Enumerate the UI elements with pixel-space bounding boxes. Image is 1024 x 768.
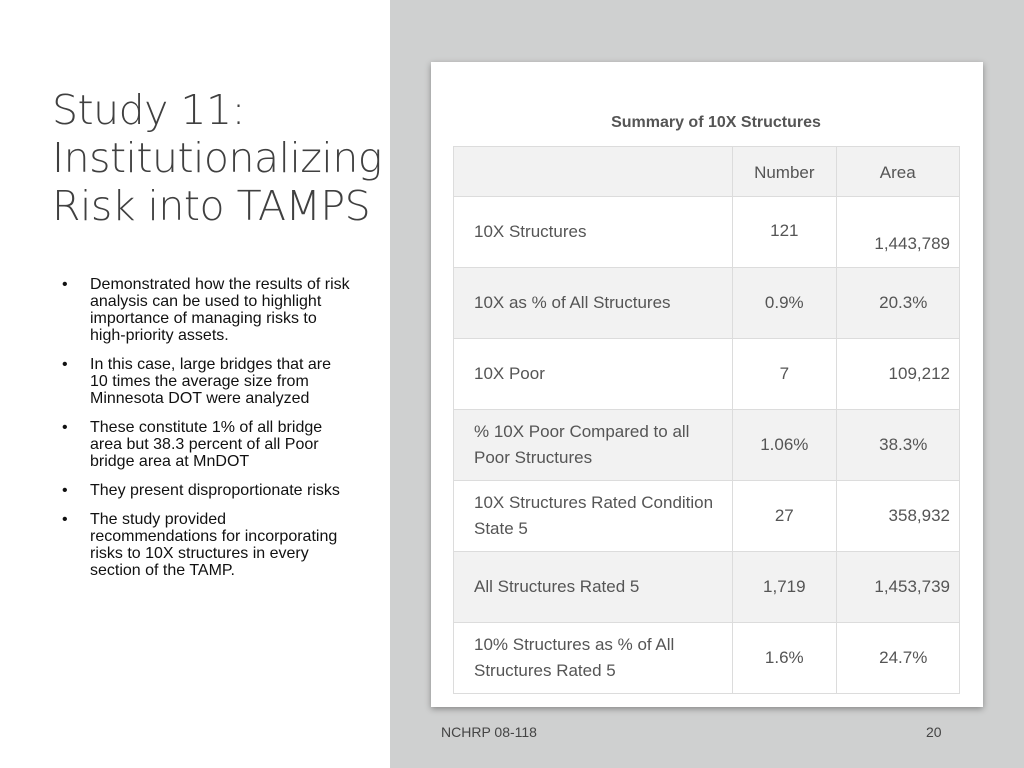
footer-project: NCHRP 08-118 [441,724,537,740]
bullet-dot-icon: • [62,356,68,373]
row-number: 0.9% [733,268,836,339]
row-number: 7 [733,339,836,410]
table-row [454,339,960,410]
row-label: 10X as % of All Structures [454,268,733,339]
row-number: 1.06% [733,410,836,481]
table-row [454,623,960,694]
row-area: 358,932 [836,481,960,552]
table-row [454,481,960,552]
bullet-text: In this case, large bridges that are 10 times the average size from Minnesota DOT were analyzed [90,356,332,407]
bullet-dot-icon: • [62,482,68,499]
table-row [454,197,960,268]
table-row [454,552,960,623]
row-area: 1,453,739 [836,552,960,623]
row-number: 1,719 [733,552,836,623]
footer-page-number: 20 [926,724,942,740]
table-row [454,268,960,339]
table-header-row [454,147,960,197]
bullet-text: These constitute 1% of all bridge area but 38.3 percent of all Poor bridge area at MnDOT [90,419,323,470]
row-label: 10X Structures Rated Condition State 5 [454,481,733,552]
bullet-text: The study provided recommendations for incorporating risks to 10X structures in every section of the TAMP. [90,511,338,579]
row-area: 109,212 [836,339,960,410]
row-label: 10X Structures [454,197,733,268]
table-card [431,62,983,707]
bullet-dot-icon: • [62,276,68,293]
row-label: 10% Structures as % of All Structures Rated 5 [454,623,733,694]
bullet-text: They present disproportionate risks [90,482,340,499]
header-number: Number [733,147,836,197]
row-number: 27 [733,481,836,552]
row-label: % 10X Poor Compared to all Poor Structures [454,410,733,481]
row-area: 1,443,789 [836,197,960,268]
row-label: 10X Poor [454,339,733,410]
bullet-item [60,511,350,579]
summary-table [453,146,960,694]
header-label [454,147,733,197]
bullet-item [60,482,350,499]
row-label: All Structures Rated 5 [454,552,733,623]
bullet-item [60,419,350,470]
row-area: 38.3% [836,410,960,481]
header-area: Area [836,147,960,197]
row-area: 24.7% [836,623,960,694]
bullet-list [60,276,350,591]
bullet-dot-icon: • [62,419,68,436]
table-row [454,410,960,481]
bullet-item [60,276,350,344]
row-area: 20.3% [836,268,960,339]
bullet-text: Demonstrated how the results of risk analysis can be used to highlight importance of managing risks to high-priority assets. [90,276,350,344]
bullet-dot-icon: • [62,511,68,528]
row-number: 121 [733,197,836,268]
row-number: 1.6% [733,623,836,694]
table-title: Summary of 10X Structures [611,114,821,131]
slide-title: Study 11: Institutionalizing Risk into TAMPS [52,86,382,230]
bullet-item [60,356,350,407]
